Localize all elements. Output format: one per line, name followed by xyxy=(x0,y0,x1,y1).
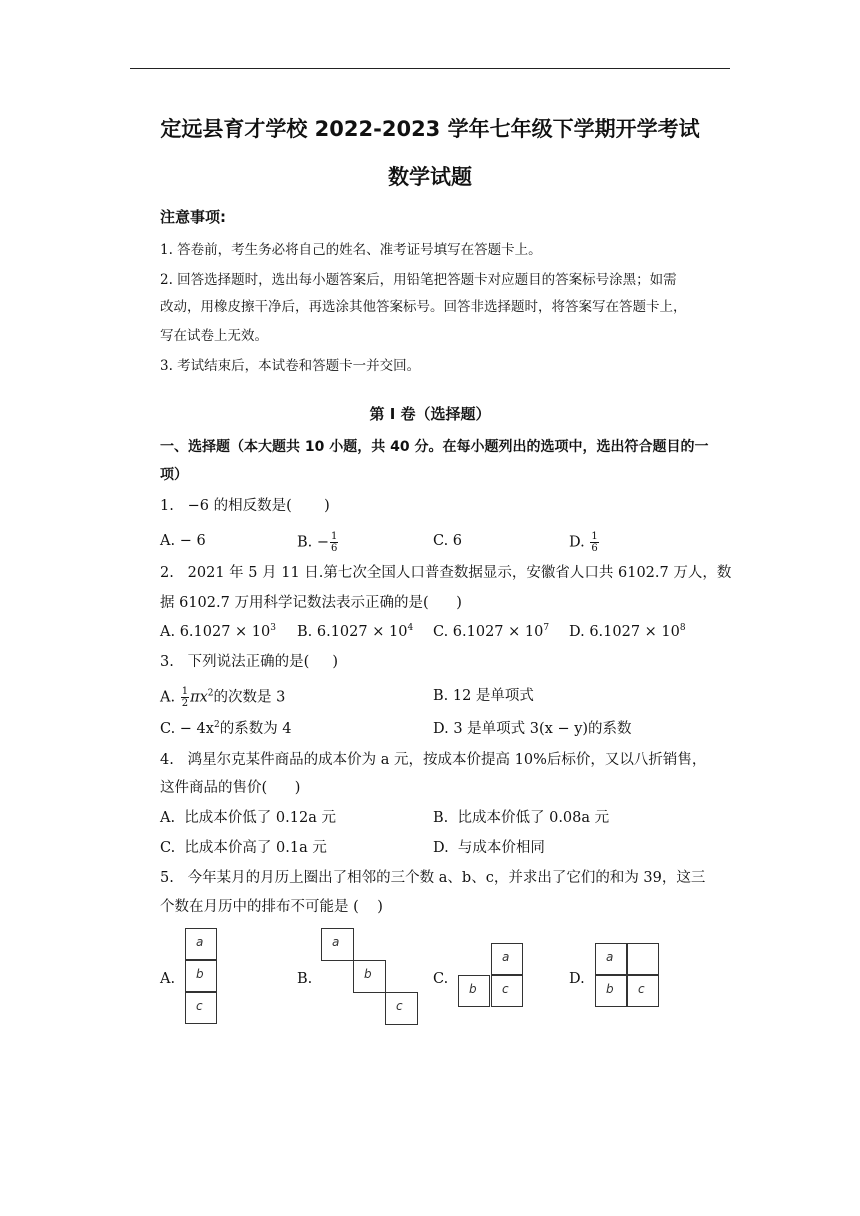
question-4-stem: 4. 鸿星尔克某件商品的成本价为 a 元，按成本价提高 10%后标价，又以八折销售， xyxy=(160,752,707,768)
q3-option-c: C. − $4x^2$的系数为 4 xyxy=(160,720,292,737)
q5-option-b-label: B. xyxy=(297,971,313,987)
calendar-cell-c: c xyxy=(385,992,418,1025)
q1-option-d: D. $\frac{1}{6}$ xyxy=(569,531,598,554)
fraction: $\frac{1}{6}$ xyxy=(591,531,598,554)
section-heading: 第 I 卷（选择题） xyxy=(369,405,491,423)
q1-option-c: C. 6 xyxy=(433,533,463,549)
q2-option-d: D. $6.1027 \times 10^8$ xyxy=(569,623,686,640)
question-2-stem: 2. 2021 年 5 月 11 日.第七次全国人口普查数据显示，安徽省人口共 6102.7 万人，数 xyxy=(160,565,732,581)
fraction: $\frac{1}{2}$ xyxy=(181,686,189,709)
q2-option-c: C. $6.1027 \times 10^7$ xyxy=(433,623,550,640)
exam-title: 定远县育才学校 2022-2023 学年七年级下学期开学考试 xyxy=(160,117,700,141)
q3-option-b: B. 12 是单项式 xyxy=(433,688,534,704)
calendar-cell-b: b xyxy=(595,975,627,1007)
q2-option-b: B. $6.1027 \times 10^4$ xyxy=(297,623,414,640)
calendar-cell-c: c xyxy=(627,975,659,1007)
question-1-stem: 1. −6 的相反数是( ) xyxy=(160,498,330,514)
calendar-cell-c: c xyxy=(185,992,217,1024)
question-5-stem-cont: 个数在月历中的排布不可能是 ( ) xyxy=(160,899,383,915)
exam-subtitle: 数学试题 xyxy=(388,165,472,189)
calendar-cell-b: b xyxy=(185,960,217,992)
fraction: $\frac{1}{6}$ xyxy=(331,531,338,554)
q4-option-d: D. 与成本价相同 xyxy=(433,840,545,856)
question-4-stem-cont: 这件商品的售价( ) xyxy=(160,780,301,796)
q4-option-b: B. 比成本价低了 0.08a 元 xyxy=(433,810,610,826)
q4-option-c: C. 比成本价高了 0.1a 元 xyxy=(160,840,327,856)
q1-option-b: B. − $\frac{1}{6}$ xyxy=(297,531,338,554)
question-5-stem: 5. 今年某月的月历上圈出了相邻的三个数 a、b、c，并求出了它们的和为 39，这三 xyxy=(160,870,706,886)
top-rule xyxy=(130,68,730,69)
q3-option-a: A. $\frac{1}{2}$ $\pi x^2$的次数是 3 xyxy=(160,686,286,709)
question-2-stem-cont: 据 6102.7 万用科学记数法表示正确的是( ) xyxy=(160,595,462,611)
calendar-cell-a: a xyxy=(185,928,217,960)
question-3-stem: 3. 下列说法正确的是( ) xyxy=(160,654,339,670)
calendar-cell-a: a xyxy=(321,928,354,961)
q4-option-a: A. 比成本价低了 0.12a 元 xyxy=(160,810,336,826)
section-instructions-cont: 项） xyxy=(160,467,188,483)
section-instructions: 一、选择题（本大题共 10 小题，共 40 分。在每小题列出的选项中，选出符合题目的一 xyxy=(160,439,709,455)
note-item: 1. 答卷前，考生务必将自己的姓名、准考证号填写在答题卡上。 xyxy=(160,242,542,258)
q5-option-d-label: D. xyxy=(569,971,585,987)
calendar-cell-a: a xyxy=(491,943,523,975)
q1-option-a: A. − 6 xyxy=(160,533,206,549)
calendar-cell-a: a xyxy=(595,943,627,975)
notes-heading: 注意事项: xyxy=(160,208,226,226)
calendar-cell-c: c xyxy=(491,975,523,1007)
note-item: 写在试卷上无效。 xyxy=(160,328,268,344)
q2-option-a: A. $6.1027 \times 10^3$ xyxy=(160,623,276,640)
note-item: 2. 回答选择题时，选出每小题答案后，用铅笔把答题卡对应题目的答案标号涂黑；如需 xyxy=(160,272,677,288)
calendar-cell-b: b xyxy=(458,975,490,1007)
note-item: 3. 考试结束后，本试卷和答题卡一并交回。 xyxy=(160,358,421,374)
q5-option-c-label: C. xyxy=(433,971,449,987)
note-item: 改动，用橡皮擦干净后，再选涂其他答案标号。回答非选择题时，将答案写在答题卡上， xyxy=(160,299,687,315)
q3-option-d: D. 3 是单项式 3(x − y)的系数 xyxy=(433,721,632,737)
calendar-cell-empty xyxy=(627,943,659,975)
calendar-cell-b: b xyxy=(353,960,386,993)
q5-option-a-label: A. xyxy=(160,971,176,987)
